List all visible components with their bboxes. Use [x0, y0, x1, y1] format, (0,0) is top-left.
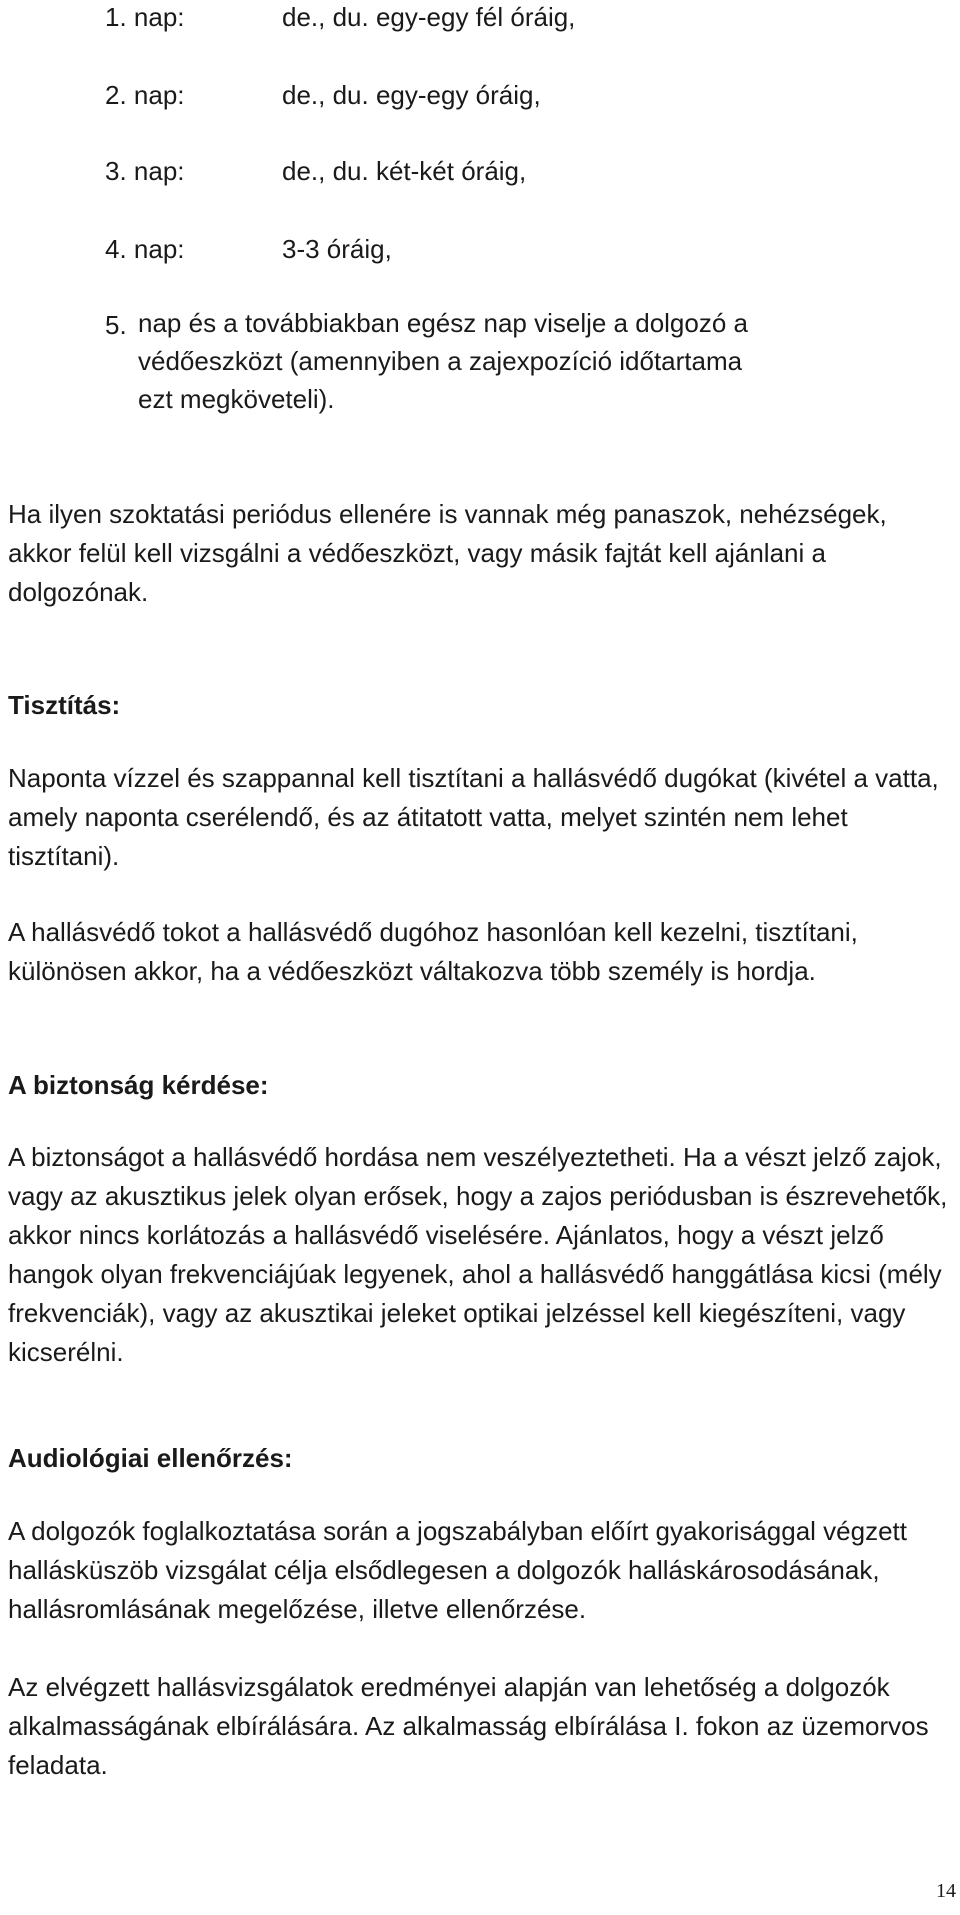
- schedule-day-2-text: de., du. egy-egy óráig,: [282, 80, 541, 110]
- safety-heading: A biztonság kérdése:: [8, 1070, 269, 1100]
- cleaning-paragraph-2: A hallásvédő tokot a hallásvédő dugóhoz hasonlóan kell kezelni, tisztítani, különösen akkor, ha a védőeszközt váltakozva több személy is hordja.: [8, 917, 858, 986]
- intro-paragraph: Ha ilyen szoktatási periódus ellenére is vannak még panaszok, nehézségek, akkor felül kell vizsgálni a védőeszközt, vagy másik fajtát kell ajánlani a dolgozónak.: [8, 499, 887, 607]
- cleaning-heading: Tisztítás:: [8, 690, 121, 720]
- schedule-day-2-label: 2. nap:: [105, 80, 185, 110]
- schedule-item-5-number: 5.: [105, 310, 127, 340]
- schedule-item-5-line-2: védőeszközt (amennyiben a zajexpozíció időtartama: [138, 346, 743, 376]
- cleaning-paragraph-1: Naponta vízzel és szappannal kell tisztítani a hallásvédő dugókat (kivétel a vatta, amely naponta cserélendő, és az átitatott vatta, melyet szintén nem lehet tisztítani).: [8, 763, 939, 871]
- schedule-day-4-label: 4. nap:: [105, 234, 185, 264]
- schedule-day-3-label: 3. nap:: [105, 156, 185, 186]
- schedule-item-5-line-1: nap és a továbbiakban egész nap viselje a dolgozó a: [138, 308, 748, 338]
- page-number: 14: [936, 1880, 956, 1902]
- schedule-item-5-line-3: ezt megköveteli).: [138, 384, 335, 414]
- audiology-paragraph-2: Az elvégzett hallásvizsgálatok eredményei alapján van lehetőség a dolgozók alkalmasságának elbírálására. Az alkalmasság elbírálása I. fokon az üzemorvos feladata.: [8, 1672, 929, 1780]
- schedule-day-4-text: 3-3 óráig,: [282, 234, 392, 264]
- schedule-day-1-label: 1. nap:: [105, 2, 185, 32]
- schedule-day-1-text: de., du. egy-egy fél óráig,: [282, 2, 576, 32]
- safety-paragraph: A biztonságot a hallásvédő hordása nem veszélyeztetheti. Ha a vészt jelző zajok, vagy az akusztikus jelek olyan erősek, hogy a zajos periódusban is észrevehetők, akkor nincs korlátozás a hallásvédő viselésére. Ajánlatos, hogy a vészt jelző hangok olyan frekvenciájúak legyenek, ahol a hallásvédő hanggátlása kicsi (mély frekvenciák), vagy az akusztikai jeleket optikai jelzéssel kell kiegészíteni, vagy kicserélni.: [8, 1142, 948, 1367]
- schedule-day-3-text: de., du. két-két óráig,: [282, 156, 527, 186]
- audiology-heading: Audiológiai ellenőrzés:: [8, 1443, 293, 1473]
- audiology-paragraph-1: A dolgozók foglalkoztatása során a jogszabályban előírt gyakorisággal végzett hallásküszöb vizsgálat célja elsődlegesen a dolgozók halláskárosodásának, hallásromlásának megelőzése, illetve ellenőrzése.: [8, 1516, 908, 1624]
